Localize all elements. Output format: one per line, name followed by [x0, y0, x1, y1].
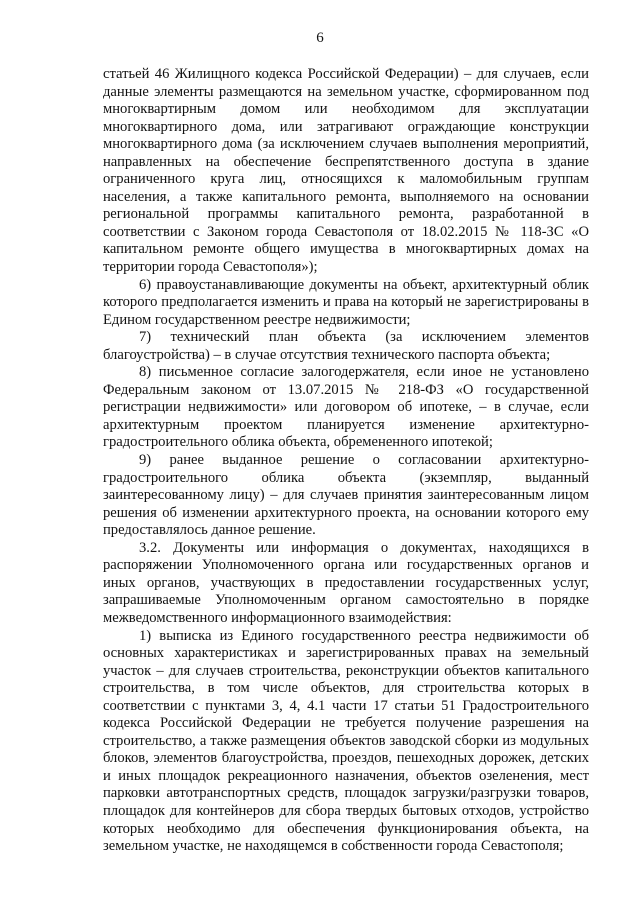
paragraph-continuation: статьей 46 Жилищного кодекса Российской Федерации) – для случаев, если данные элементы размещаются на земельном участке, сформированном под многоквартирным домом или необходимом для эксплуатации многоквартирного дома, или затрагивают ограждающие конструкции многоквартирного дома (за исключением случаев выполнения мероприятий, направленных на обеспечение беспрепятственного доступа в здание ограниченного круга лиц, относящихся к маломобильным группам населения, а также капитального ремонта, выполняемого на основании региональной программы капитального ремонта, разработанной в соответствии с Законом города Севастополя от 18.02.2015 № 118-ЗС «О капитальном ремонте общего имущества в многоквартирных домах на территории города Севастополя»);: [103, 66, 589, 276]
paragraph-item-8: 8) письменное согласие залогодержателя, если иное не установлено Федеральным законом от 13.07.2015 № 218-ФЗ «О государственной регистрации недвижимости» или договором об ипотеке, – в случае, если архитектурным проектом планируется изменение архитектурно-градостроительного облика объекта, обремененного ипотекой;: [103, 364, 589, 451]
document-body: [103, 66, 589, 856]
paragraph-section-3-2: 3.2. Документы или информация о документах, находящихся в распоряжении Уполномоченного органа или государственных органов и иных органов, участвующих в предоставлении государственных услуг, запрашиваемые Уполномоченным органом самостоятельно в порядке межведомственного информационного взаимодействия:: [103, 539, 589, 626]
paragraph-subitem-1: 1) выписка из Единого государственного реестра недвижимости об основных характеристиках и зарегистрированных правах на земельный участок – для случаев строительства, реконструкции объектов капитального строительства, в том числе объектов, для строительства которых в соответствии с пунктами 3, 4, 4.1 части 17 статьи 51 Градостроительного кодекса Российской Федерации не требуется получение разрешения на строительство, а также размещения объектов заводской сборки из модульных блоков, элементов благоустройства, проездов, пешеходных дорожек, детских и иных площадок рекреационного назначения, объектов озеленения, мест парковки автотранспортных средств, площадок загрузки/разгрузки товаров, площадок для контейнеров для сбора твердых бытовых отходов, устройство которых необходимо для обеспечения функционирования объекта, на земельном участке, не находящемся в собственности города Севастополя;: [103, 627, 589, 855]
paragraph-item-7: 7) технический план объекта (за исключением элементов благоустройства) – в случае отсутствия технического паспорта объекта;: [103, 329, 589, 363]
paragraph-item-9: 9) ранее выданное решение о согласовании архитектурно-градостроительного облика объекта (экземпляр, выданный заинтересованному лицу) – для случаев принятия заинтересованным лицом решения об изменении архитектурного проекта, на основании которого ему предоставлялось данное решение.: [103, 452, 589, 539]
page-number: 6: [316, 30, 324, 46]
paragraph-item-6: 6) правоустанавливающие документы на объект, архитектурный облик которого предполагается изменить и права на который не зарегистрированы в Едином государственном реестре недвижимости;: [103, 276, 589, 328]
